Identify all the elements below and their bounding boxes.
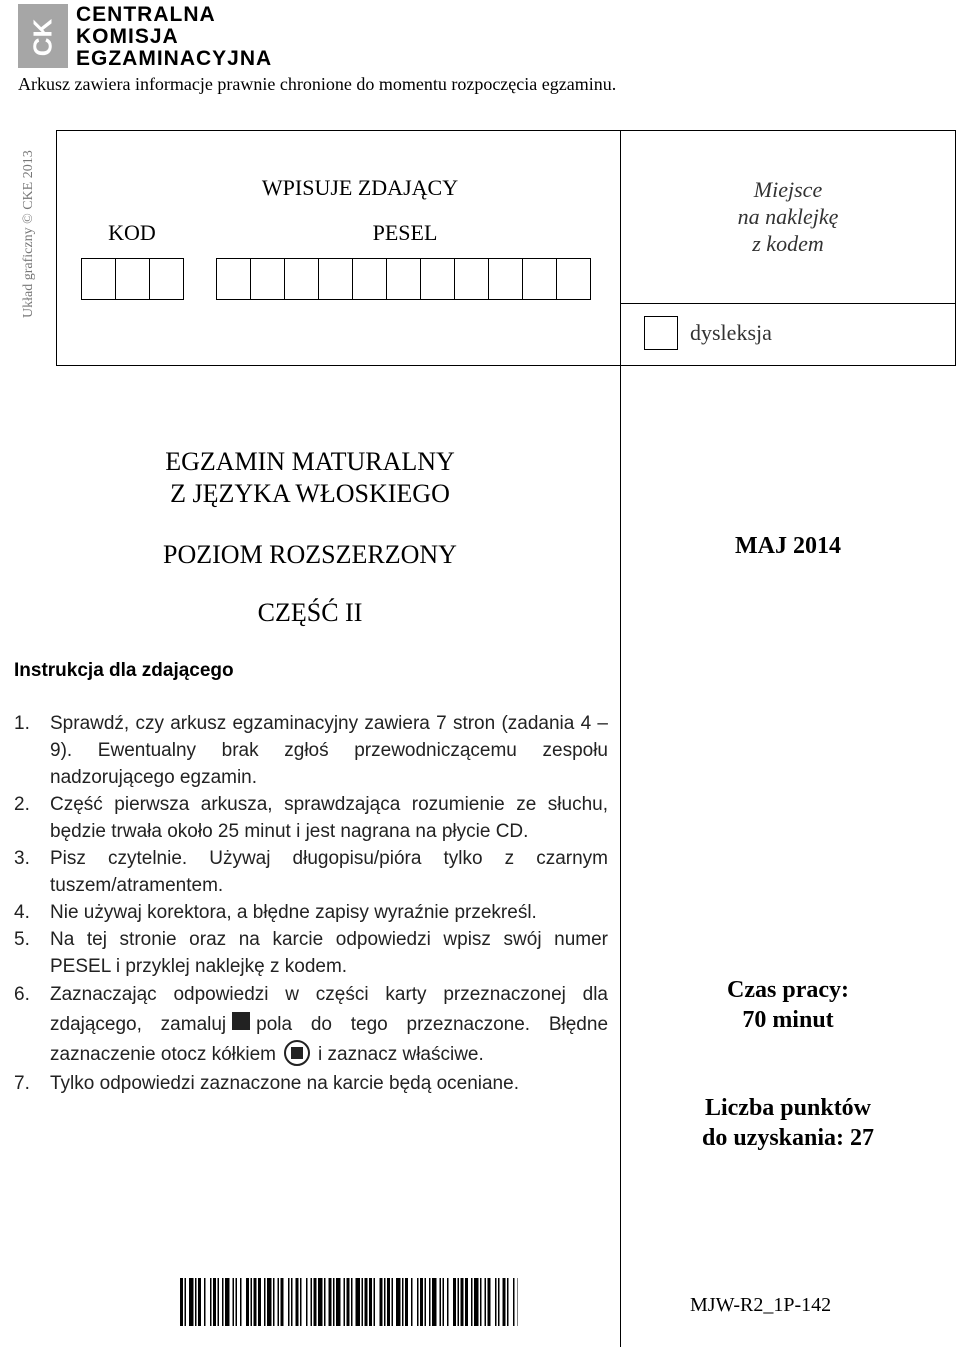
dysleksja-label: dysleksja (690, 320, 772, 345)
exam-code: MJW-R2_1P-142 (690, 1294, 832, 1316)
filled-square-icon (232, 1012, 250, 1030)
pesel-cell[interactable] (284, 258, 319, 300)
pesel-cell[interactable] (352, 258, 387, 300)
exam-duration: Czas pracy: 70 minut (727, 977, 849, 1033)
pesel-cell[interactable] (250, 258, 285, 300)
logo-line-1: CENTRALNA (76, 3, 216, 26)
kod-cell[interactable] (81, 258, 116, 300)
barcode-bar (311, 1278, 313, 1326)
barcode-bar (432, 1278, 437, 1326)
barcode-bar (498, 1278, 500, 1326)
barcode-bar (254, 1278, 257, 1326)
barcode-bar (420, 1278, 423, 1326)
kod-input-cells (82, 258, 184, 300)
barcode-bar (471, 1278, 473, 1326)
barcode-bar (198, 1278, 201, 1326)
legal-notice: Arkusz zawiera informacje prawnie chronione do momentu rozpoczęcia egzaminu. (18, 74, 617, 94)
barcode-bar (240, 1278, 242, 1326)
pesel-input-cells (217, 258, 591, 300)
barcode-bar (218, 1278, 220, 1326)
barcode-bar (314, 1278, 317, 1326)
barcode-bar (236, 1278, 238, 1326)
barcode-bar (210, 1278, 212, 1326)
cke-logo (18, 4, 308, 68)
barcode-bar (246, 1278, 249, 1326)
barcode-bar (495, 1278, 497, 1326)
pesel-cell[interactable] (454, 258, 489, 300)
instruction-item: 3. Pisz czytelnie. Używaj długopisu/pióra tylko z czarnym tuszem/atramentem. (14, 848, 608, 896)
barcode-bar (356, 1278, 361, 1326)
barcode-bar (429, 1278, 431, 1326)
candidate-form-box (56, 130, 620, 366)
sticker-label: Miejsce na naklejkę z kodem (737, 177, 839, 256)
kod-label: KOD (108, 220, 156, 245)
barcode-bar (384, 1278, 386, 1326)
pesel-cell[interactable] (556, 258, 591, 300)
barcode-bar (318, 1278, 323, 1326)
exam-points: Liczba punktów do uzyskania: 27 (701, 1095, 875, 1151)
kod-cell[interactable] (149, 258, 184, 300)
exam-level: POZIOM ROZSZERZONY (163, 540, 457, 569)
barcode-bar (387, 1278, 390, 1326)
barcode-bar (204, 1278, 206, 1326)
barcode-bar (296, 1278, 299, 1326)
barcode-bar (461, 1278, 464, 1326)
barcode-bar (440, 1278, 442, 1326)
barcode-bar (380, 1278, 383, 1326)
pesel-cell[interactable] (386, 258, 421, 300)
barcode-bar (485, 1278, 487, 1326)
kod-cell[interactable] (115, 258, 150, 300)
barcode-bar (333, 1278, 335, 1326)
barcode-bar (300, 1278, 302, 1326)
instruction-item: 4. Nie używaj korektora, a błędne zapisy wyraźnie przekreśl. (14, 902, 537, 923)
barcode-bar (351, 1278, 353, 1326)
barcode-bar (264, 1278, 266, 1326)
barcode-bar (347, 1278, 350, 1326)
logo-line-3: EGZAMINACYJNA (76, 47, 273, 70)
barcode-bar (518, 1278, 519, 1326)
barcode-bar (267, 1278, 272, 1326)
barcode-bar (233, 1278, 235, 1326)
barcode-bar (488, 1278, 491, 1326)
instructions-heading: Instrukcja dla zdającego (14, 660, 234, 681)
barcode-bar (513, 1278, 515, 1326)
barcode-bar (195, 1278, 197, 1326)
pesel-label: PESEL (372, 220, 438, 245)
exam-date: MAJ 2014 (735, 533, 841, 559)
instructions-list (14, 710, 608, 1097)
barcode-bar (474, 1278, 479, 1326)
exam-title: EGZAMIN MATURALNY Z JĘZYKA WŁOSKIEGO (165, 447, 455, 508)
barcode-bar (392, 1278, 394, 1326)
barcode-bar (369, 1278, 372, 1326)
barcode-bar (365, 1278, 368, 1326)
copyright-vertical: Układ graficzny © CKE 2013 (21, 150, 36, 318)
column-divider (620, 366, 621, 1347)
barcode-bar (213, 1278, 216, 1326)
barcode-bar (362, 1278, 364, 1326)
barcode-bar (273, 1278, 275, 1326)
barcode-bar (336, 1278, 341, 1326)
circled-square-icon (284, 1040, 310, 1066)
barcode-bar (185, 1278, 187, 1326)
instruction-item: 2. Część pierwsza arkusza, sprawdzająca rozumienie ze słuchu, będzie trwała około 25 minut i jest nagrana na płycie CD. (14, 794, 608, 842)
barcode-bar (507, 1278, 509, 1326)
instruction-item: 6. Zaznaczając odpowiedzi w części karty przeznaczonej dla zdającego, zamaluj pola do tego przeznaczone. Błędne zaznaczenie otocz kółkiem i zaznacz właściwe. (14, 984, 609, 1065)
barcode-bar (443, 1278, 445, 1326)
barcode-bar (222, 1278, 224, 1326)
barcode-bar (447, 1278, 449, 1326)
barcode-bar (278, 1278, 280, 1326)
logo-line-2: KOMISJA (76, 25, 179, 48)
barcode-bar (374, 1278, 376, 1326)
logo-mark: CK (18, 4, 68, 68)
barcode-bar (306, 1278, 308, 1326)
form-heading: WPISUJE ZDAJĄCY (261, 175, 459, 200)
barcode-bar (189, 1278, 194, 1326)
barcode-bar (402, 1278, 404, 1326)
barcode-bar (480, 1278, 482, 1326)
barcode-bar (396, 1278, 401, 1326)
barcode-bar (180, 1278, 183, 1326)
dysleksja-checkbox[interactable] (644, 316, 678, 350)
barcode-icon (180, 1278, 518, 1326)
barcode-bar (453, 1278, 456, 1326)
barcode-bar (425, 1278, 427, 1326)
barcode-bar (251, 1278, 253, 1326)
barcode-bar (225, 1278, 230, 1326)
barcode-bar (344, 1278, 346, 1326)
barcode-bar (288, 1278, 290, 1326)
barcode-bar (458, 1278, 460, 1326)
barcode-bar (329, 1278, 332, 1326)
pesel-cell[interactable] (216, 258, 251, 300)
pesel-cell[interactable] (420, 258, 455, 300)
pesel-cell[interactable] (522, 258, 557, 300)
barcode-bar (465, 1278, 468, 1326)
barcode-bar (417, 1278, 419, 1326)
pesel-cell[interactable] (488, 258, 523, 300)
pesel-cell[interactable] (318, 258, 353, 300)
exam-part: CZĘŚĆ II (257, 598, 363, 627)
barcode-bar (258, 1278, 261, 1326)
instruction-item: 1. Sprawdź, czy arkusz egzaminacyjny zawiera 7 stron (zadania 4 – 9). Ewentualny brak zgłoś przewodniczącemu zespołu nadzorującego egzamin. (14, 713, 608, 788)
instruction-item: 7. Tylko odpowiedzi zaznaczone na karcie będą oceniane. (14, 1073, 519, 1094)
barcode-bar (324, 1278, 326, 1326)
barcode-bar (503, 1278, 506, 1326)
barcode-bar (281, 1278, 284, 1326)
barcode-bar (411, 1278, 413, 1326)
instruction-item: 5. Na tej stronie oraz na karcie odpowiedzi wpisz swój numer PESEL i przyklej naklejkę z kodem. (14, 929, 608, 977)
barcode-bar (405, 1278, 408, 1326)
barcode-bar (291, 1278, 293, 1326)
